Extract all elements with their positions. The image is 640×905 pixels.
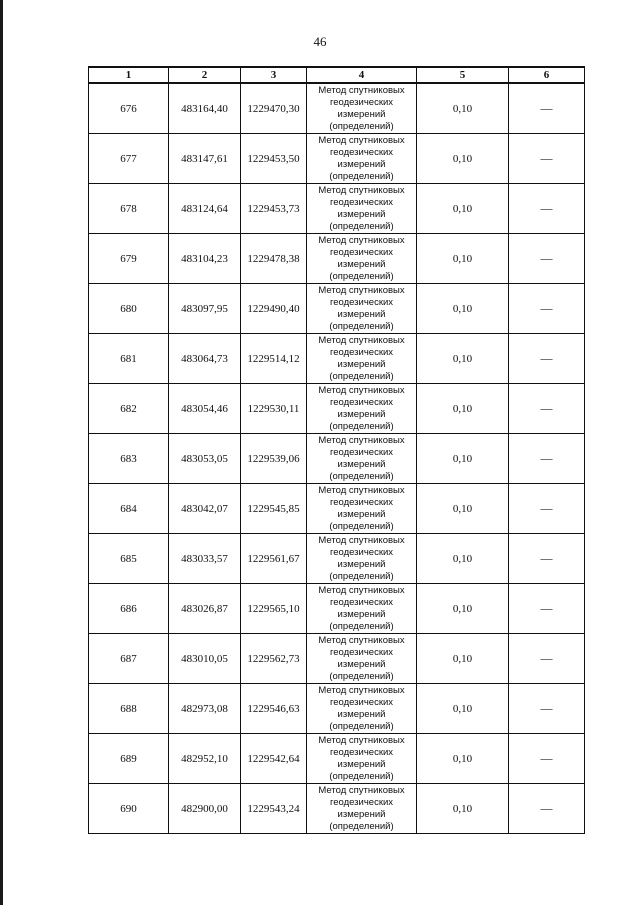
note-cell: — bbox=[509, 284, 585, 334]
note-cell: — bbox=[509, 484, 585, 534]
table-row bbox=[89, 684, 585, 734]
point-number-cell: 683 bbox=[89, 434, 169, 484]
column-header-3: 3 bbox=[241, 67, 307, 83]
method-cell: Метод спутниковых геодезических измерений (определений) bbox=[307, 484, 417, 534]
point-number-cell: 689 bbox=[89, 734, 169, 784]
note-cell: — bbox=[509, 634, 585, 684]
table-row bbox=[89, 734, 585, 784]
table-row bbox=[89, 784, 585, 834]
point-number-cell: 684 bbox=[89, 484, 169, 534]
point-number-cell: 681 bbox=[89, 334, 169, 384]
table-row bbox=[89, 284, 585, 334]
method-cell: Метод спутниковых геодезических измерений (определений) bbox=[307, 284, 417, 334]
table-header-row bbox=[89, 67, 585, 83]
y-coordinate-cell: 1229546,63 bbox=[241, 684, 307, 734]
y-coordinate-cell: 1229542,64 bbox=[241, 734, 307, 784]
accuracy-cell: 0,10 bbox=[417, 584, 509, 634]
point-number-cell: 680 bbox=[89, 284, 169, 334]
table-row bbox=[89, 134, 585, 184]
table-row bbox=[89, 634, 585, 684]
note-cell: — bbox=[509, 184, 585, 234]
x-coordinate-cell: 483054,46 bbox=[169, 384, 241, 434]
accuracy-cell: 0,10 bbox=[417, 784, 509, 834]
point-number-cell: 677 bbox=[89, 134, 169, 184]
accuracy-cell: 0,10 bbox=[417, 484, 509, 534]
accuracy-cell: 0,10 bbox=[417, 734, 509, 784]
method-cell: Метод спутниковых геодезических измерений (определений) bbox=[307, 534, 417, 584]
y-coordinate-cell: 1229478,38 bbox=[241, 234, 307, 284]
accuracy-cell: 0,10 bbox=[417, 434, 509, 484]
method-cell: Метод спутниковых геодезических измерений (определений) bbox=[307, 334, 417, 384]
y-coordinate-cell: 1229545,85 bbox=[241, 484, 307, 534]
point-number-cell: 687 bbox=[89, 634, 169, 684]
x-coordinate-cell: 483104,23 bbox=[169, 234, 241, 284]
table-body bbox=[89, 83, 585, 834]
table-row bbox=[89, 184, 585, 234]
x-coordinate-cell: 483124,64 bbox=[169, 184, 241, 234]
note-cell: — bbox=[509, 384, 585, 434]
method-cell: Метод спутниковых геодезических измерений (определений) bbox=[307, 234, 417, 284]
accuracy-cell: 0,10 bbox=[417, 83, 509, 134]
method-cell: Метод спутниковых геодезических измерений (определений) bbox=[307, 634, 417, 684]
method-cell: Метод спутниковых геодезических измерений (определений) bbox=[307, 83, 417, 134]
note-cell: — bbox=[509, 784, 585, 834]
table-row bbox=[89, 434, 585, 484]
method-cell: Метод спутниковых геодезических измерений (определений) bbox=[307, 184, 417, 234]
method-cell: Метод спутниковых геодезических измерений (определений) bbox=[307, 134, 417, 184]
note-cell: — bbox=[509, 684, 585, 734]
y-coordinate-cell: 1229543,24 bbox=[241, 784, 307, 834]
accuracy-cell: 0,10 bbox=[417, 684, 509, 734]
column-header-6: 6 bbox=[509, 67, 585, 83]
x-coordinate-cell: 483026,87 bbox=[169, 584, 241, 634]
method-cell: Метод спутниковых геодезических измерений (определений) bbox=[307, 734, 417, 784]
y-coordinate-cell: 1229539,06 bbox=[241, 434, 307, 484]
table-row bbox=[89, 83, 585, 134]
point-number-cell: 686 bbox=[89, 584, 169, 634]
table-row bbox=[89, 384, 585, 434]
note-cell: — bbox=[509, 584, 585, 634]
scan-edge-line bbox=[0, 0, 3, 905]
accuracy-cell: 0,10 bbox=[417, 634, 509, 684]
accuracy-cell: 0,10 bbox=[417, 534, 509, 584]
accuracy-cell: 0,10 bbox=[417, 234, 509, 284]
note-cell: — bbox=[509, 334, 585, 384]
point-number-cell: 685 bbox=[89, 534, 169, 584]
note-cell: — bbox=[509, 134, 585, 184]
y-coordinate-cell: 1229565,10 bbox=[241, 584, 307, 634]
column-header-2: 2 bbox=[169, 67, 241, 83]
note-cell: — bbox=[509, 434, 585, 484]
y-coordinate-cell: 1229514,12 bbox=[241, 334, 307, 384]
accuracy-cell: 0,10 bbox=[417, 134, 509, 184]
accuracy-cell: 0,10 bbox=[417, 284, 509, 334]
x-coordinate-cell: 483033,57 bbox=[169, 534, 241, 584]
column-header-5: 5 bbox=[417, 67, 509, 83]
x-coordinate-cell: 482900,00 bbox=[169, 784, 241, 834]
y-coordinate-cell: 1229562,73 bbox=[241, 634, 307, 684]
point-number-cell: 690 bbox=[89, 784, 169, 834]
x-coordinate-cell: 482952,10 bbox=[169, 734, 241, 784]
y-coordinate-cell: 1229453,73 bbox=[241, 184, 307, 234]
x-coordinate-cell: 483147,61 bbox=[169, 134, 241, 184]
y-coordinate-cell: 1229561,67 bbox=[241, 534, 307, 584]
point-number-cell: 676 bbox=[89, 83, 169, 134]
point-number-cell: 679 bbox=[89, 234, 169, 284]
y-coordinate-cell: 1229470,30 bbox=[241, 83, 307, 134]
table-row bbox=[89, 334, 585, 384]
method-cell: Метод спутниковых геодезических измерений (определений) bbox=[307, 434, 417, 484]
note-cell: — bbox=[509, 534, 585, 584]
note-cell: — bbox=[509, 734, 585, 784]
y-coordinate-cell: 1229490,40 bbox=[241, 284, 307, 334]
point-number-cell: 682 bbox=[89, 384, 169, 434]
page-number: 46 bbox=[313, 34, 327, 49]
accuracy-cell: 0,10 bbox=[417, 184, 509, 234]
method-cell: Метод спутниковых геодезических измерений (определений) bbox=[307, 684, 417, 734]
y-coordinate-cell: 1229453,50 bbox=[241, 134, 307, 184]
y-coordinate-cell: 1229530,11 bbox=[241, 384, 307, 434]
table-row bbox=[89, 534, 585, 584]
method-cell: Метод спутниковых геодезических измерений (определений) bbox=[307, 584, 417, 634]
note-cell: — bbox=[509, 83, 585, 134]
table-row bbox=[89, 584, 585, 634]
column-header-1: 1 bbox=[89, 67, 169, 83]
note-cell: — bbox=[509, 234, 585, 284]
table-row bbox=[89, 234, 585, 284]
method-cell: Метод спутниковых геодезических измерений (определений) bbox=[307, 384, 417, 434]
column-header-4: 4 bbox=[307, 67, 417, 83]
x-coordinate-cell: 483010,05 bbox=[169, 634, 241, 684]
x-coordinate-cell: 483042,07 bbox=[169, 484, 241, 534]
point-number-cell: 688 bbox=[89, 684, 169, 734]
x-coordinate-cell: 483064,73 bbox=[169, 334, 241, 384]
method-cell: Метод спутниковых геодезических измерений (определений) bbox=[307, 784, 417, 834]
x-coordinate-cell: 483053,05 bbox=[169, 434, 241, 484]
point-number-cell: 678 bbox=[89, 184, 169, 234]
x-coordinate-cell: 483097,95 bbox=[169, 284, 241, 334]
accuracy-cell: 0,10 bbox=[417, 334, 509, 384]
coordinates-table bbox=[88, 66, 585, 834]
accuracy-cell: 0,10 bbox=[417, 384, 509, 434]
table-row bbox=[89, 484, 585, 534]
x-coordinate-cell: 483164,40 bbox=[169, 83, 241, 134]
x-coordinate-cell: 482973,08 bbox=[169, 684, 241, 734]
